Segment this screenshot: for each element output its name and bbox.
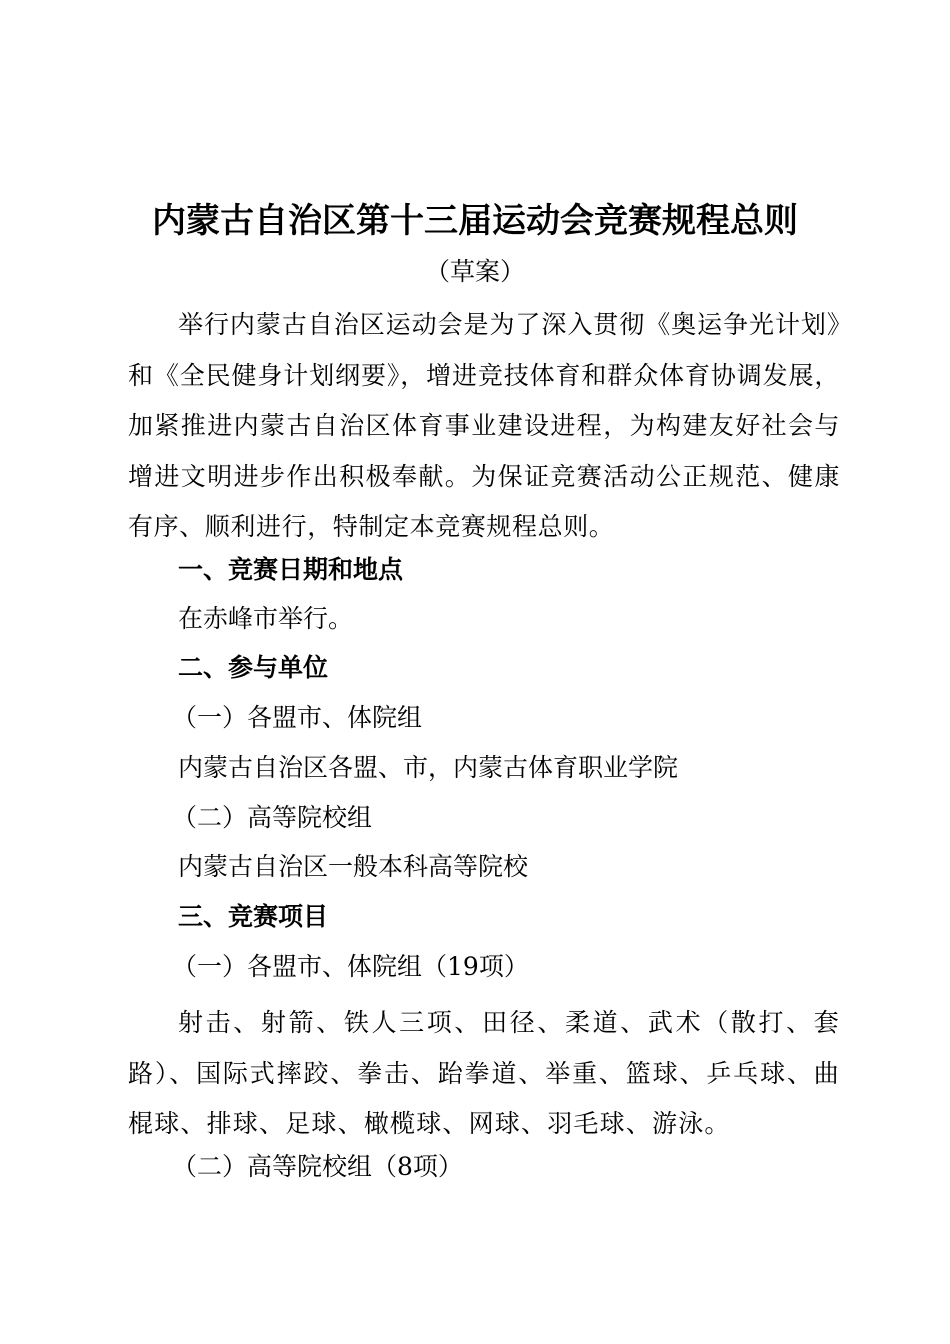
section-2-group-1-label: （一）各盟市、体院组 — [172, 703, 423, 732]
section-3-group-1-label: （一）各盟市、体院组（19项） — [172, 952, 529, 981]
document-subtitle: （草案） — [424, 257, 525, 286]
document-title: 内蒙古自治区第十三届运动会竞赛规程总则 — [152, 201, 798, 241]
section-1-heading: 一、竞赛日期和地点 — [178, 555, 404, 584]
section-1-text: 在赤峰市举行。 — [178, 604, 354, 633]
section-3-group-2-label: （二）高等院校组（8项） — [172, 1152, 463, 1181]
section-2-group-1-text: 内蒙古自治区各盟、市，内蒙古体育职业学院 — [178, 753, 679, 782]
section-2-heading: 二、参与单位 — [178, 653, 329, 682]
section-2-group-2-label: （二）高等院校组 — [172, 803, 373, 832]
intro-paragraph: 举行内蒙古自治区运动会是为了深入贯彻《奥运争光计划》和《全民健身计划纲要》，增进竞技体育和群众体育协调发展，加紧推进内蒙古自治区体育事业建设进程，为构建友好社会与增进文明进步作出积极奉献。为保证竞赛活动公正规范、健康有序、顺利进行，特制定本竞赛规程总则。 — [128, 310, 840, 541]
section-2-group-2-text: 内蒙古自治区一般本科高等院校 — [178, 852, 529, 881]
section-3-group-1-text: 射击、射箭、铁人三项、田径、柔道、武术（散打、套路）、国际式摔跤、拳击、跆拳道、举重、篮球、乒乓球、曲棍球、排球、足球、橄榄球、网球、羽毛球、游泳。 — [128, 1008, 840, 1138]
section-3-heading: 三、竞赛项目 — [178, 902, 329, 931]
